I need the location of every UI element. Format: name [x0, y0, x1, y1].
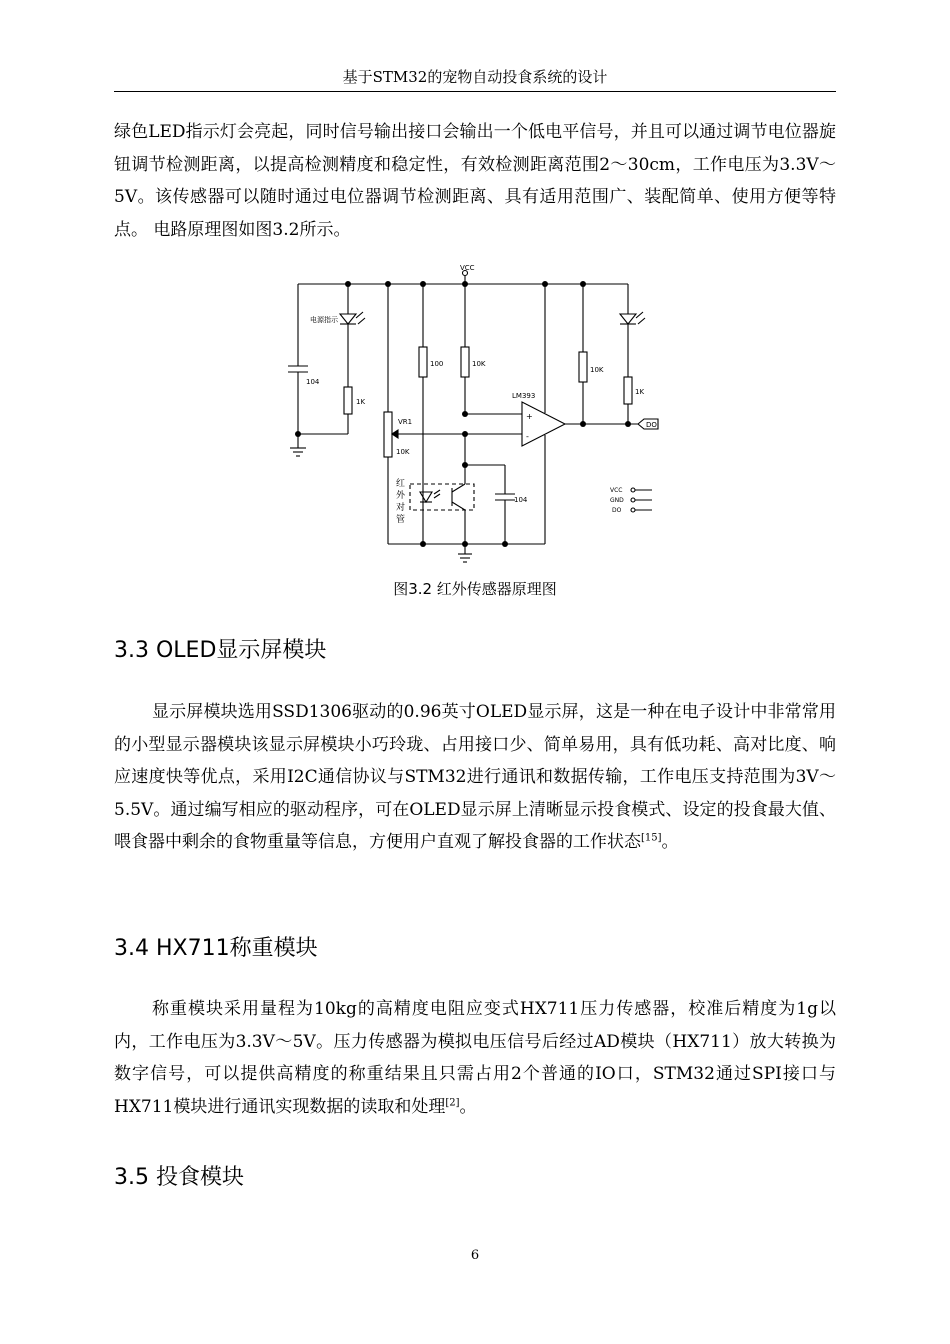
figure-caption: 图3.2 红外传感器原理图: [393, 580, 557, 598]
label-ir-pair-3: 对: [396, 503, 406, 513]
running-header: 基于STM32的宠物自动投食系统的设计: [342, 68, 608, 86]
paragraph-hx711: 称重模块采用量程为10kg的高精度电阻应变式HX711压力传感器，校准后精度为1g以内，工作电压为3.3V～5V。压力传感器为模拟电压信号后经过AD模块（HX711）放大转换为数字信号，可以提供高精度的称重结果且只需占用2个普通的IO口，STM32通过SPI接口与HX711模块进行通讯实现数据的读取和处理[2]。: [114, 999, 836, 1117]
label-cap-right: 104: [514, 496, 528, 504]
header-rule: [114, 91, 836, 92]
label-vr1-value: 10K: [396, 448, 410, 456]
label-vcc-top: VCC: [460, 264, 475, 272]
label-res-10k-mid: 10K: [472, 360, 486, 368]
label-comparator: LM393: [512, 392, 536, 400]
paragraph-sensor-description: 绿色LED指示灯会亮起，同时信号输出接口会输出一个低电平信号，并且可以通过调节电位器旋钮调节检测距离，以提高检测精度和稳定性，有效检测距离范围2～30cm，工作电压为3.3V～5V。该传感器可以随时通过电位器调节检测距离、具有适用范围广、装配简单、使用方便等特点。 电路原理图如图3.2所示。: [114, 122, 836, 240]
section-heading-feeding: 3.5 投食模块: [114, 1165, 244, 1190]
page-number: 6: [470, 1248, 480, 1263]
label-power-indicator: 电源指示: [310, 316, 338, 324]
section-heading-oled: 3.3 OLED显示屏模块: [114, 638, 327, 663]
label-res-left: 1K: [356, 398, 366, 406]
citation-2: [2]: [445, 1097, 460, 1109]
label-pin-do: DO: [612, 507, 622, 514]
label-res-10k-right: 10K: [590, 366, 604, 374]
label-cap-left: 104: [306, 378, 320, 386]
label-minus: -: [526, 432, 529, 441]
label-pin-vcc: VCC: [610, 487, 623, 494]
label-plus: +: [526, 412, 533, 421]
ir-sensor-schematic: [280, 262, 670, 567]
citation-15: [15]: [641, 832, 662, 844]
paragraph-oled: 显示屏模块选用SSD1306驱动的0.96英寸OLED显示屏，这是一种在电子设计中非常常用的小型显示器模块该显示屏模块小巧玲珑、占用接口少、简单易用，具有低功耗、高对比度、响应速度快等优点，采用I2C通信协议与STM32进行通讯和数据传输，工作电压支持范围为3V～5.5V。通过编写相应的驱动程序，可在OLED显示屏上清晰显示投食模式、设定的投食最大值、喂食器中剩余的食物重量等信息，方便用户直观了解投食器的工作状态[15]。: [114, 702, 836, 853]
label-res-100: 100: [430, 360, 444, 368]
label-ir-pair-2: 外: [396, 491, 406, 501]
label-ir-pair-4: 管: [396, 515, 406, 525]
label-res-1k-right: 1K: [635, 388, 645, 396]
label-do-out: DO: [646, 421, 657, 429]
label-ir-pair-1: 红: [396, 479, 406, 489]
label-pin-gnd: GND: [610, 497, 624, 504]
section-heading-hx711: 3.4 HX711称重模块: [114, 936, 318, 961]
label-vr1: VR1: [398, 418, 413, 426]
